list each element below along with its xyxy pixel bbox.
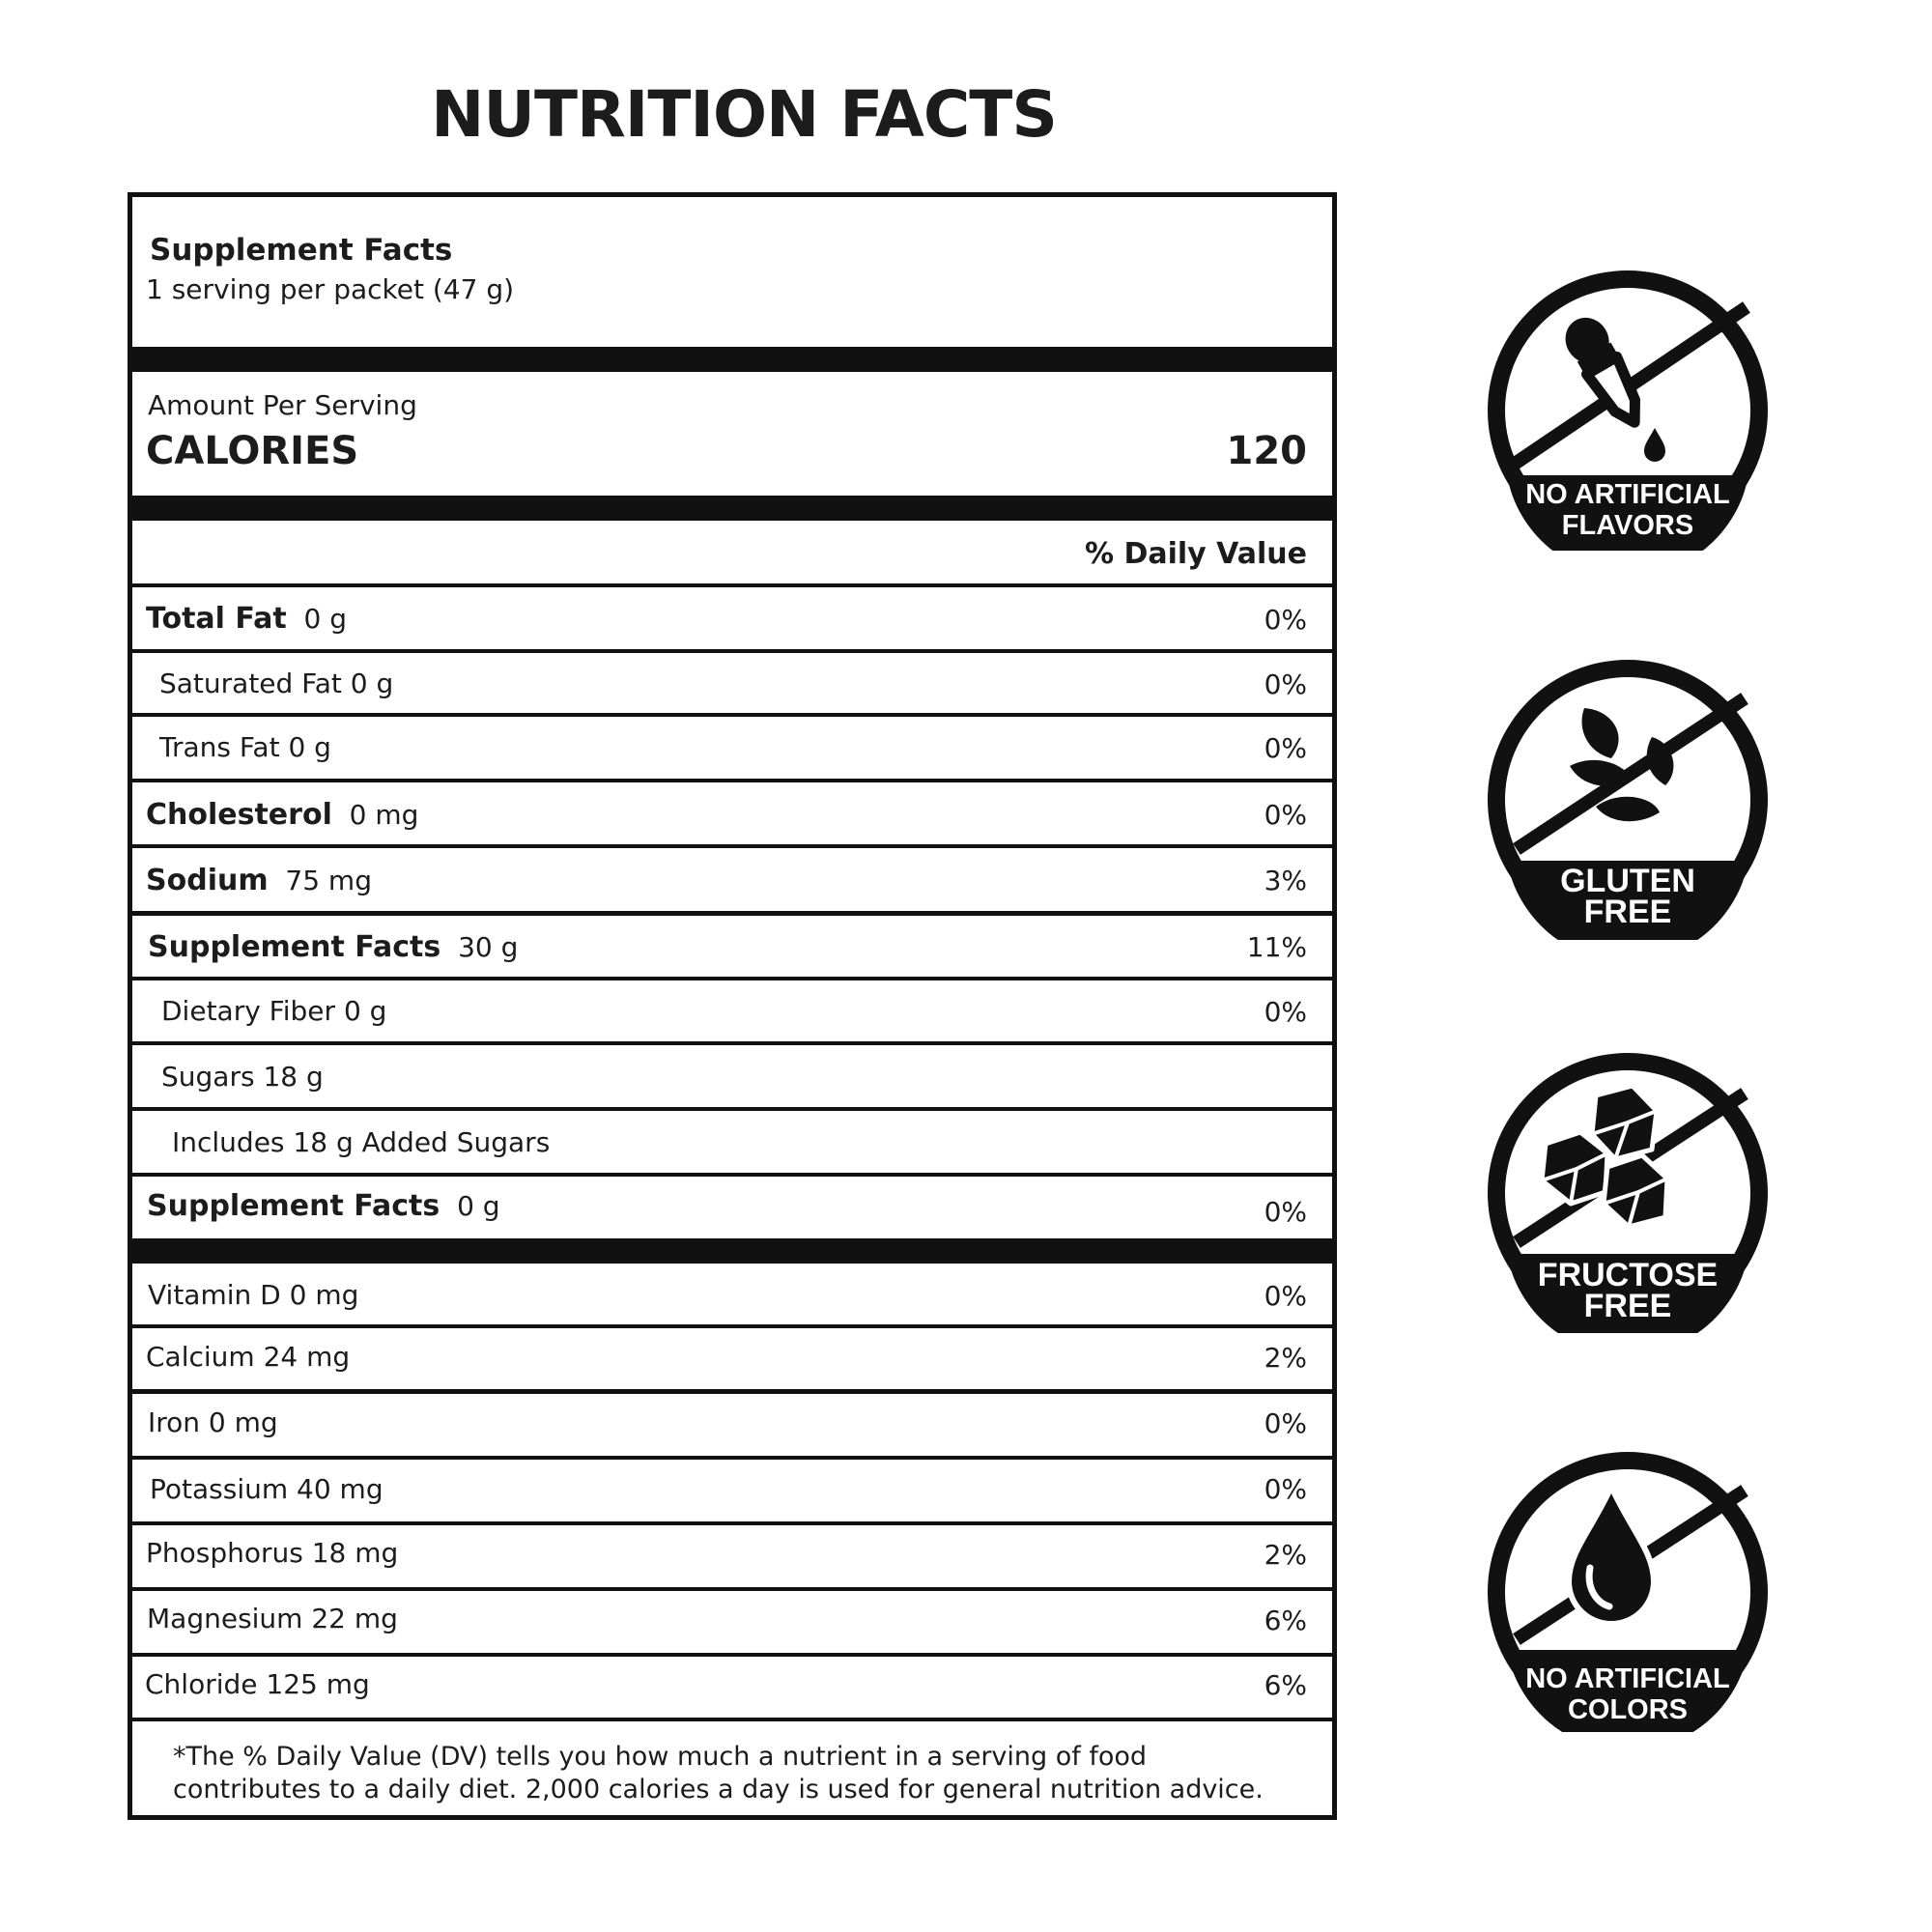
badge-line-2: COLORS (1567, 1694, 1689, 1725)
page-title: NUTRITION FACTS (431, 77, 1057, 152)
badge-line-1: NO ARTIFICIAL (1525, 479, 1730, 510)
nutrient-amount: 30 g (458, 931, 519, 963)
nutrient-amount: 75 mg (285, 865, 372, 896)
nutrient-row (132, 916, 1332, 977)
nutrient-label (146, 602, 348, 636)
vitamin-dv: 0% (1264, 1280, 1307, 1312)
vitamin-label: Phosphorus 18 mg (146, 1537, 399, 1569)
nutrient-name: Sodium (146, 864, 269, 897)
badge-line-2: FREE (1583, 1288, 1672, 1324)
vitamin-row (132, 1264, 1332, 1324)
nutrient-dv: 3% (1264, 865, 1307, 896)
vitamin-dv: 0% (1264, 1473, 1307, 1505)
badge-line-1: FRUCTOSE (1537, 1257, 1719, 1293)
daily-value-heading: % Daily Value (1084, 537, 1307, 571)
nutrient-row (132, 1177, 1332, 1238)
badge-line-2: FREE (1583, 894, 1672, 930)
badge-line-1: GLUTEN (1560, 863, 1695, 899)
vitamin-label: Potassium 40 mg (150, 1473, 384, 1505)
nutrient-dv: 0% (1264, 799, 1307, 831)
serving-size: 1 serving per packet (47 g) (146, 273, 515, 305)
nutrient-row (132, 717, 1332, 779)
daily-value-header (132, 521, 1332, 583)
nutrient-amount: 0 mg (349, 799, 419, 831)
nutrient-label (146, 798, 419, 832)
vitamin-dv: 2% (1264, 1342, 1307, 1374)
gluten-free-badge (1488, 660, 1768, 940)
nutrient-amount: 0 g (457, 1190, 500, 1222)
nutrient-name: Supplement Facts (147, 1189, 440, 1223)
nutrient-name: Cholesterol (146, 798, 332, 832)
nutrient-dv: 0% (1264, 1196, 1307, 1228)
nutrient-row (132, 848, 1332, 911)
vitamin-label: Iron 0 mg (148, 1406, 278, 1438)
nutrient-amount: 0 g (303, 603, 348, 635)
thick-divider (132, 496, 1332, 521)
header-title: Supplement Facts (150, 233, 453, 268)
nutrient-dv: 0% (1264, 732, 1307, 764)
vitamin-label: Magnesium 22 mg (147, 1603, 398, 1634)
vitamin-label: Vitamin D 0 mg (148, 1279, 359, 1311)
no-artificial-flavors-badge (1488, 270, 1768, 551)
amount-per-serving: Amount Per Serving (148, 389, 417, 421)
nutrient-name: Supplement Facts (148, 930, 441, 964)
vitamin-row (132, 1394, 1332, 1456)
vitamin-dv: 0% (1264, 1407, 1307, 1439)
label-header (132, 197, 1332, 347)
vitamin-row (132, 1591, 1332, 1653)
badge-line-2: FLAVORS (1561, 510, 1694, 541)
calories-value: 120 (1226, 429, 1307, 473)
calories-block (132, 372, 1332, 496)
nutrient-label: Sugars 18 g (161, 1061, 324, 1093)
vitamin-row (132, 1328, 1332, 1389)
nutrient-label (148, 930, 519, 964)
vitamin-row (132, 1460, 1332, 1521)
nutrient-label: Includes 18 g Added Sugars (172, 1126, 551, 1158)
sugar-cubes-icon (1488, 1053, 1768, 1333)
calories-label: CALORIES (146, 429, 359, 473)
vitamin-dv: 2% (1264, 1539, 1307, 1571)
dropper-icon (1488, 270, 1768, 551)
nutrient-row (132, 980, 1332, 1041)
nutrient-label: Trans Fat 0 g (159, 731, 331, 763)
badge-line-1: NO ARTIFICIAL (1525, 1663, 1730, 1694)
nutrition-label (128, 192, 1337, 1820)
nutrient-row (132, 782, 1332, 844)
nutrient-label: Dietary Fiber 0 g (161, 995, 387, 1027)
nutrient-label: Saturated Fat 0 g (159, 668, 394, 699)
nutrient-row (132, 653, 1332, 713)
footnote: *The % Daily Value (DV) tells you how much a nutrient in a serving of food contributes to a daily diet. 2,000 calories a day is used for general nutrition advice. (173, 1742, 1264, 1804)
thick-divider (132, 347, 1332, 372)
leaf-icon (1488, 660, 1768, 940)
nutrient-row (132, 1111, 1332, 1173)
footnote-block (132, 1721, 1332, 1820)
vitamin-label: Chloride 125 mg (145, 1668, 370, 1700)
nutrient-row (132, 1045, 1332, 1107)
vitamin-row (132, 1657, 1332, 1718)
nutrient-row (132, 587, 1332, 649)
nutrient-dv: 11% (1246, 931, 1307, 963)
nutrient-name: Total Fat (146, 602, 287, 636)
drop-icon (1488, 1452, 1768, 1732)
vitamin-dv: 6% (1264, 1669, 1307, 1701)
thick-divider (132, 1238, 1332, 1264)
vitamin-dv: 6% (1264, 1605, 1307, 1636)
vitamin-label: Calcium 24 mg (146, 1341, 351, 1373)
no-artificial-colors-badge (1488, 1452, 1768, 1732)
nutrient-dv: 0% (1264, 996, 1307, 1028)
nutrient-label (147, 1189, 500, 1223)
nutrient-dv: 0% (1264, 604, 1307, 636)
nutrient-dv: 0% (1264, 668, 1307, 700)
nutrient-label (146, 864, 372, 897)
fructose-free-badge (1488, 1053, 1768, 1333)
vitamin-row (132, 1525, 1332, 1587)
